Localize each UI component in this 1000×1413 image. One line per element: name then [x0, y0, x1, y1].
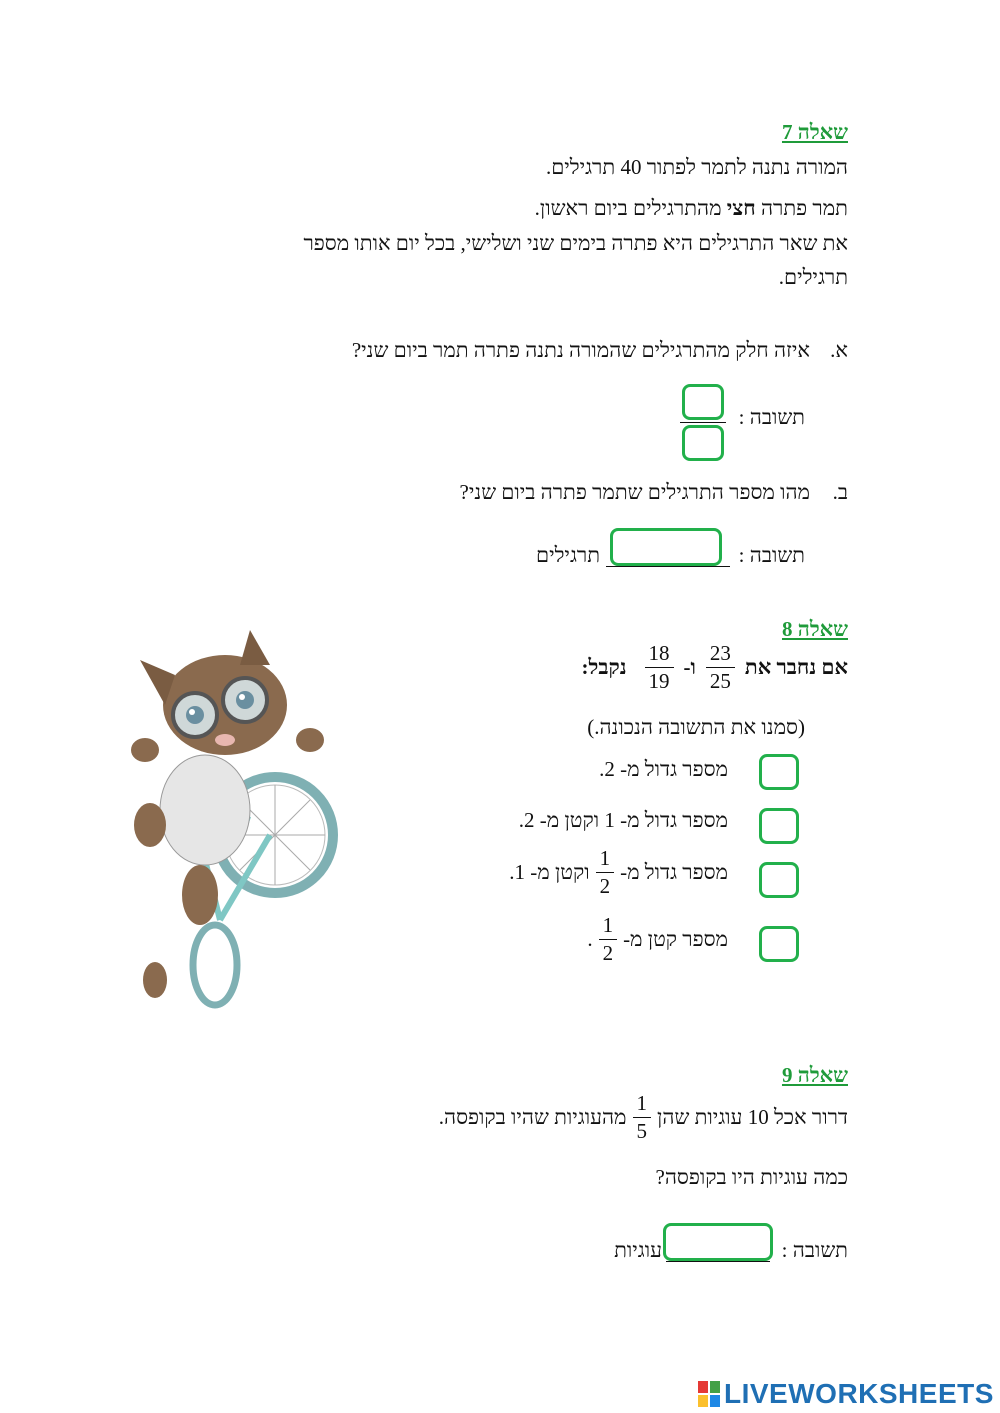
cat-paw — [296, 728, 324, 752]
q9-line1 — [439, 1093, 848, 1142]
fraction-numerator: 23 — [706, 643, 735, 668]
q8-stem-and: ו- — [683, 655, 696, 679]
cat-leg — [143, 962, 167, 998]
q7-a-denominator-input[interactable] — [682, 425, 724, 461]
answer-underline — [666, 1261, 770, 1262]
option-number: 2 — [524, 808, 535, 832]
q7-line3: את שאר התרגילים היא פתרה בימים שני ושלישי, בכל יום אותו מספר — [303, 231, 848, 255]
q9-line1-part2: מהעוגיות שהיו בקופסה. — [438, 1105, 627, 1129]
q8-option-3-text: מספר גדול מ- $\frac{1}{2}$ וקטן מ- 1 . — [509, 846, 728, 898]
option-text: מספר גדול מ- — [620, 757, 728, 781]
q7-line2-part1: תמר פתרה — [755, 196, 848, 220]
bicycle-wheel — [193, 925, 237, 1005]
q7-b-marker: ב. — [832, 480, 848, 504]
q8-option-4-text: מספר קטן מ- $\frac{1}{2}$ . — [587, 913, 728, 965]
option-text: מספר גדול מ- — [620, 860, 728, 884]
q8-stem-part1: אם נחבר את — [744, 655, 848, 679]
q7-line2 — [535, 196, 848, 221]
liveworksheets-logo — [698, 1378, 994, 1410]
q9-answer-label: תשובה : — [781, 1238, 848, 1262]
option-text: וקטן מ- — [530, 860, 590, 884]
q8-stem-part2: נקבל: — [581, 655, 627, 679]
option-number: 1 — [514, 860, 526, 884]
cat-leg — [134, 803, 166, 847]
fraction-denominator: 25 — [709, 669, 731, 693]
q8-option-4-checkbox[interactable] — [759, 926, 799, 962]
cat-nose — [215, 734, 235, 746]
cat-paw — [131, 738, 159, 762]
logo-icon — [698, 1381, 720, 1407]
q8-title: שאלה 8 — [781, 617, 848, 641]
fraction-1-2 — [599, 915, 618, 964]
option-number: 1 — [604, 808, 615, 832]
fraction-denominator: 19 — [648, 669, 670, 693]
q9-answer-input[interactable] — [663, 1223, 773, 1261]
fraction-numerator: 1 — [633, 1093, 652, 1118]
q8-option-2-text: מספר גדול מ- 1 וקטן מ- 2. — [518, 808, 728, 832]
fraction-denominator: 2 — [602, 941, 614, 965]
q7-a-answer-label: תשובה : — [738, 405, 805, 429]
q8-option-1-text: מספר גדול מ- 2. — [599, 757, 728, 781]
answer-underline — [606, 566, 730, 567]
option-text: מספר קטן מ- — [623, 927, 728, 951]
fraction-numerator: 18 — [645, 643, 674, 668]
q8-option-2-checkbox[interactable] — [759, 808, 799, 844]
q7-b-answer-input[interactable] — [610, 528, 722, 566]
fraction-1-5 — [633, 1093, 652, 1142]
q8-option-1-checkbox[interactable] — [759, 754, 799, 790]
fraction-23-25 — [706, 643, 735, 692]
cat-ear — [240, 630, 270, 665]
q7-line2-bold: חצי — [726, 196, 756, 220]
fraction-1-2 — [596, 848, 615, 897]
fraction-18-19 — [645, 643, 674, 692]
fraction-numerator: 1 — [599, 915, 618, 940]
q9-line2: כמה עוגיות היו בקופסה? — [655, 1165, 848, 1189]
option-text: וקטן מ- — [539, 808, 600, 832]
q7-a-numerator-input[interactable] — [682, 384, 724, 420]
q9-unit: עוגיות — [614, 1238, 662, 1262]
q9-line1-part1: דרור אכל 10 עוגיות שהן — [657, 1105, 848, 1129]
fraction-denominator: 5 — [636, 1119, 648, 1143]
q7-title: שאלה 7 — [781, 120, 848, 144]
q8-instruction: (סמנו את התשובה הנכונה.) — [587, 715, 805, 739]
cat-leg — [182, 865, 218, 925]
fraction-bar — [680, 422, 726, 423]
fraction-denominator: 2 — [599, 874, 611, 898]
fraction-numerator: 1 — [596, 848, 615, 873]
q7-line4: תרגילים. — [778, 265, 848, 289]
q7-line1: המורה נתנה לתמר לפתור 40 תרגילים. — [545, 155, 848, 179]
logo-text: LIVEWORKSHEETS — [724, 1378, 994, 1409]
q7-b-question: מהו מספר התרגילים שתמר פתרה ביום שני? — [459, 480, 810, 504]
q7-b-unit: תרגילים — [536, 543, 600, 567]
q8-stem — [582, 643, 848, 692]
option-text: מספר גדול מ- — [620, 808, 728, 832]
q9-title: שאלה 9 — [781, 1063, 848, 1087]
cat-body — [160, 755, 250, 865]
q8-option-3-checkbox[interactable] — [759, 862, 799, 898]
q7-a-question: איזה חלק מהתרגילים שהמורה נתנה פתרה תמר ביום שני? — [351, 338, 810, 362]
cat-on-bicycle-illustration — [120, 620, 360, 1020]
q7-b-answer-label: תשובה : — [738, 543, 805, 567]
q7-line2-part2: מהתרגילים ביום ראשון. — [534, 196, 727, 220]
option-number: 2 — [604, 757, 615, 781]
q7-a-marker: א. — [830, 338, 848, 362]
